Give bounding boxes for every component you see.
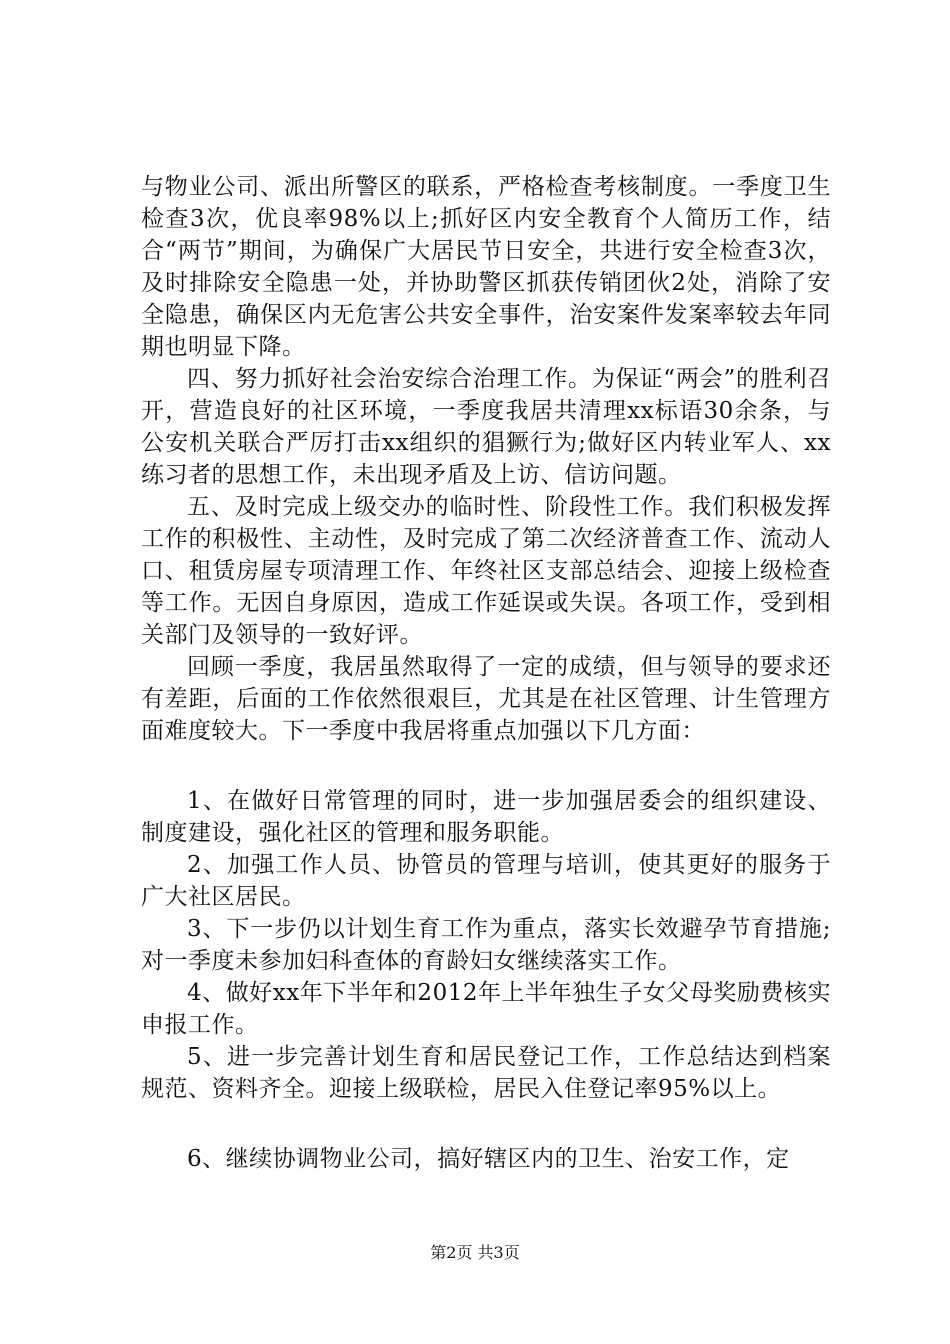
paragraph-review: 回顾一季度，我居虽然取得了一定的成绩，但与领导的要求还有差距，后面的工作依然很艰巨，尤其是在社区管理、计生管理方面难度较大。下一季度中我居将重点加强以下几方面： bbox=[141, 654, 831, 744]
paragraph-continuation: 与物业公司、派出所警区的联系，严格检查考核制度。一季度卫生检查3次，优良率98%以上;抓好区内安全教育个人简历工作，结合“两节”期间，为确保广大居民节日安全，共进行安全检查3次，及时排除安全隐患一处，并协助警区抓获传销团伙2处，消除了安全隐患，确保区内无危害公共安全事件，治安案件发案率较去年同期也明显下降。 bbox=[141, 174, 831, 360]
list-item-4: 4、做好xx年下半年和2012年上半年独生子女父母奖励费核实申报工作。 bbox=[141, 980, 831, 1038]
page-number-footer: 第2页 共3页 bbox=[430, 1243, 520, 1262]
paragraph-spacer bbox=[141, 1105, 831, 1143]
list-item-5: 5、进一步完善计划生育和居民登记工作，工作总结达到档案规范、资料齐全。迎接上级联检，居民入住登记率95%以上。 bbox=[141, 1044, 831, 1102]
paragraph-spacer bbox=[141, 747, 831, 785]
document-body bbox=[141, 171, 831, 1175]
list-item-2: 2、加强工作人员、协管员的管理与培训，使其更好的服务于广大社区居民。 bbox=[141, 852, 831, 910]
list-item-1: 1、在做好日常管理的同时，进一步加强居委会的组织建设、制度建设，强化社区的管理和服务职能。 bbox=[141, 788, 831, 846]
list-item-3: 3、下一步仍以计划生育工作为重点，落实长效避孕节育措施;对一季度未参加妇科查体的育龄妇女继续落实工作。 bbox=[141, 916, 831, 974]
paragraph-section-five: 五、及时完成上级交办的临时性、阶段性工作。我们积极发挥工作的积极性、主动性，及时完成了第二次经济普查工作、流动人口、租赁房屋专项清理工作、年终社区支部总结会、迎接上级检查等工作。无因自身原因，造成工作延误或失误。各项工作，受到相关部门及领导的一致好评。 bbox=[141, 494, 831, 648]
paragraph-section-four: 四、努力抓好社会治安综合治理工作。为保证“两会”的胜利召开，营造良好的社区环境，一季度我居共清理xx标语30余条，与公安机关联合严厉打击xx组织的猖獗行为;做好区内转业军人、xx练习者的思想工作，未出现矛盾及上访、信访问题。 bbox=[141, 366, 831, 488]
list-item-6: 6、继续协调物业公司，搞好辖区内的卫生、治安工作，定 bbox=[187, 1146, 790, 1172]
